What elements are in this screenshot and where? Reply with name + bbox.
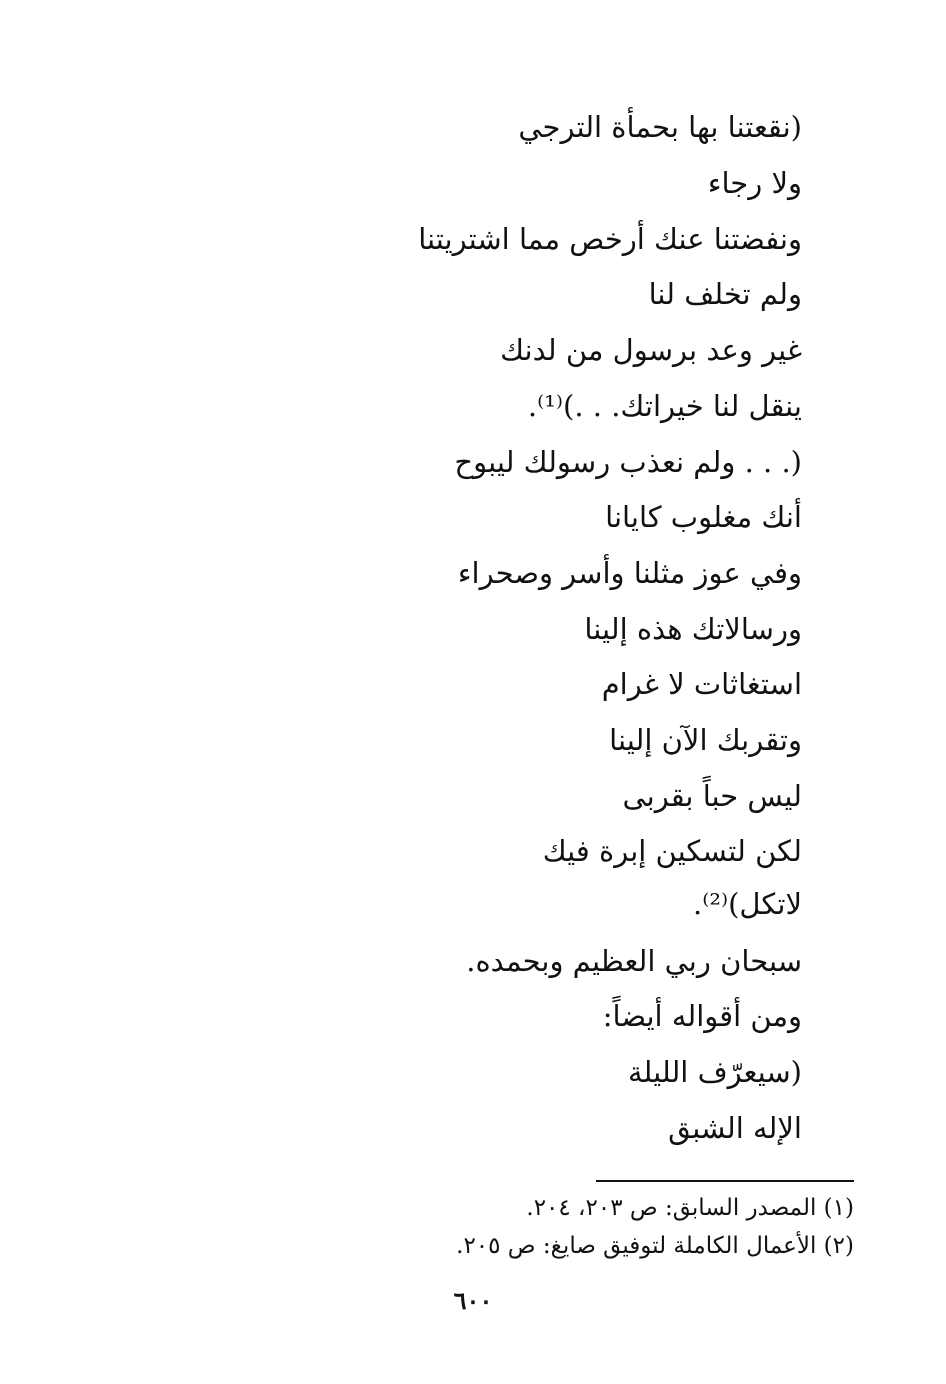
poem-line: وتقربك الآن إلينا: [609, 723, 802, 757]
poem-line: ورسالاتك هذه إلينا: [584, 612, 802, 646]
poem-line: استغاثات لا غرام: [601, 667, 802, 701]
poem-line: غير وعد برسول من لدنك: [500, 333, 802, 367]
poem-line: ولم تخلف لنا: [648, 277, 802, 311]
poem-line: أنك مغلوب كايانا: [605, 500, 802, 534]
page-number: ٦٠٠: [453, 1286, 493, 1315]
footnote-2: (٢) الأعمال الكاملة لتوفيق صايغ: ص ٢٠٥.: [456, 1233, 854, 1259]
poem-line: (سيعرّف الليلة: [627, 1055, 802, 1089]
poem-line: ينقل لنا خيراتك. . .)⁽¹⁾.: [527, 389, 802, 423]
poem-line: ليس حباً بقربى: [622, 779, 802, 813]
poem-line: (. . . ولم نعذب رسولك ليبوح: [454, 445, 802, 479]
poem-line: ونفضتنا عنك أرخص مما اشتريتنا: [418, 222, 802, 256]
poem-line: لكن لتسكين إبرة فيك: [542, 834, 802, 868]
footnote-divider: [596, 1180, 854, 1182]
poem-line: لاتكل)⁽²⁾.: [692, 887, 802, 921]
prose-line: سبحان ربي العظيم وبحمده.: [466, 944, 802, 978]
poem-line: (نقعتنا بها بحمأة الترجي: [518, 110, 802, 144]
footnote-1: (١) المصدر السابق: ص ٢٠٣، ٢٠٤.: [526, 1195, 854, 1221]
poem-line: وفي عوز مثلنا وأسر وصحراء: [457, 556, 802, 590]
prose-line: ومن أقواله أيضاً:: [602, 999, 802, 1033]
poem-line: ولا رجاء: [707, 166, 802, 200]
poem-line: الإله الشبق: [668, 1111, 802, 1145]
